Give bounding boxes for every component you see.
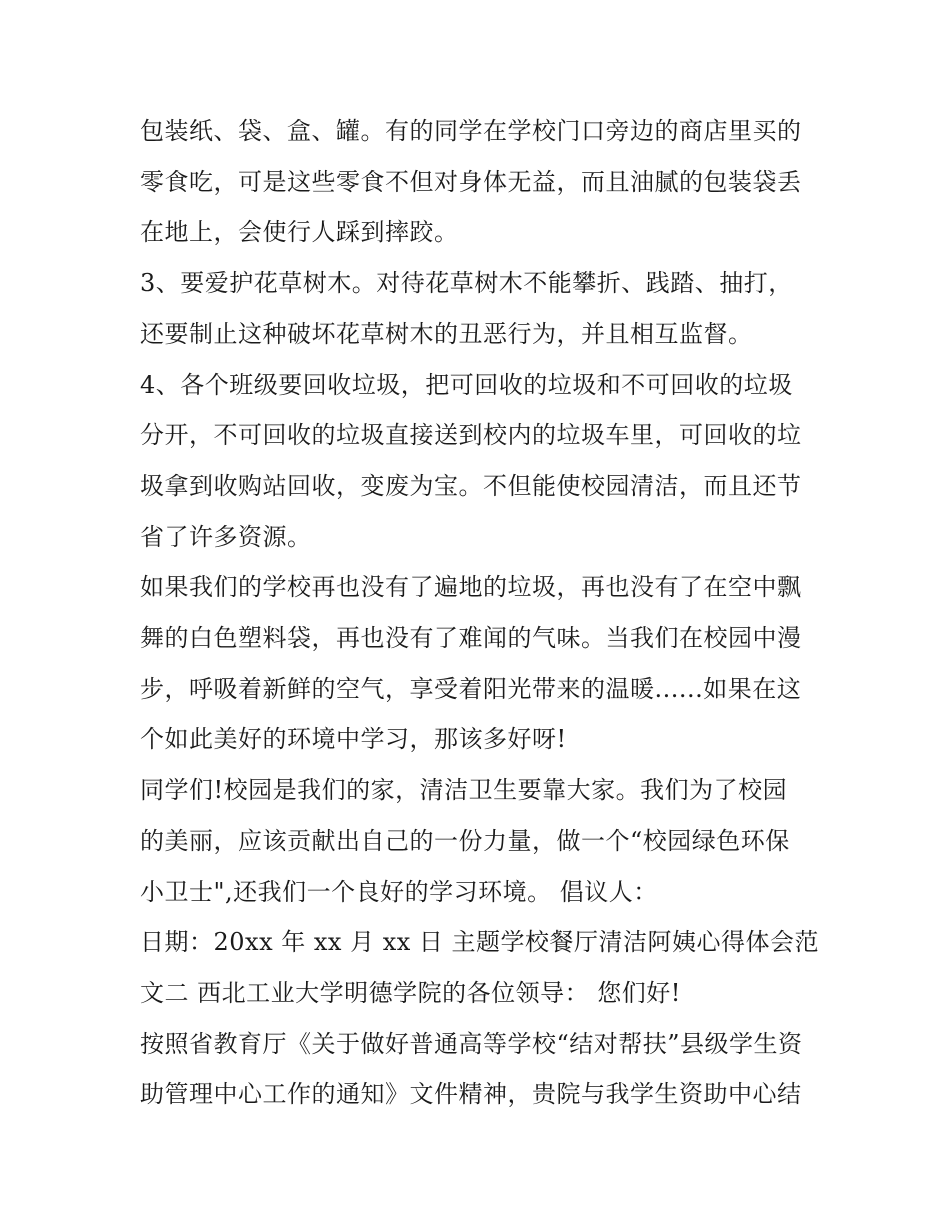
- document-body: [140, 106, 820, 1120]
- text-line: 小卫士",还我们一个良好的学习环境。 倡议人：: [140, 877, 658, 906]
- text-line: 步，呼吸着新鲜的空气，享受着阳光带来的温暖......如果在这: [140, 674, 802, 703]
- text-line: 3、要爱护花草树木。对待花草树木不能攀折、践踏、抽打，: [140, 269, 793, 298]
- text-line: 日期：20xx 年 xx 月 xx 日 主题学校餐厅清洁阿姨心得体会范: [140, 928, 820, 957]
- text-line: 4、各个班级要回收垃圾，把可回收的垃圾和不可回收的垃圾: [140, 370, 793, 399]
- text-line: 助管理中心工作的通知》文件精神，贵院与我学生资助中心结: [140, 1080, 802, 1109]
- text-line: 包装纸、袋、盒、罐。有的同学在学校门口旁边的商店里买的: [140, 117, 802, 145]
- text-line: 分开，不可回收的垃圾直接送到校内的垃圾车里，可回收的垃: [140, 421, 802, 450]
- text-line: 省了许多资源。: [140, 522, 312, 551]
- text-line: 还要制止这种破坏花草树木的丑恶行为，并且相互监督。: [140, 319, 753, 348]
- text-line: 的美丽，应该贡献出自己的一份力量，做一个“校园绿色环保: [140, 826, 790, 855]
- text-line: 个如此美好的环境中学习，那该多好呀!: [140, 725, 567, 754]
- text-line: 文二 西北工业大学明德学院的各位领导： 您们好!: [140, 978, 681, 1007]
- text-line: 如果我们的学校再也没有了遍地的垃圾，再也没有了在空中飘: [140, 573, 802, 602]
- text-line: 在地上，会使行人踩到摔跤。: [140, 218, 459, 247]
- text-line: 按照省教育厅《关于做好普通高等学校“结对帮扶”县级学生资: [140, 1029, 803, 1058]
- text-line: 同学们!校园是我们的家，清洁卫生要靠大家。我们为了校园: [140, 776, 788, 805]
- text-line: 舞的白色塑料袋，再也没有了难闻的气味。当我们在校园中漫: [140, 624, 802, 653]
- text-line: 零食吃，可是这些零食不但对身体无益，而且油腻的包装袋丢: [140, 167, 802, 196]
- text-line: 圾拿到收购站回收，变废为宝。不但能使校园清洁，而且还节: [140, 471, 802, 500]
